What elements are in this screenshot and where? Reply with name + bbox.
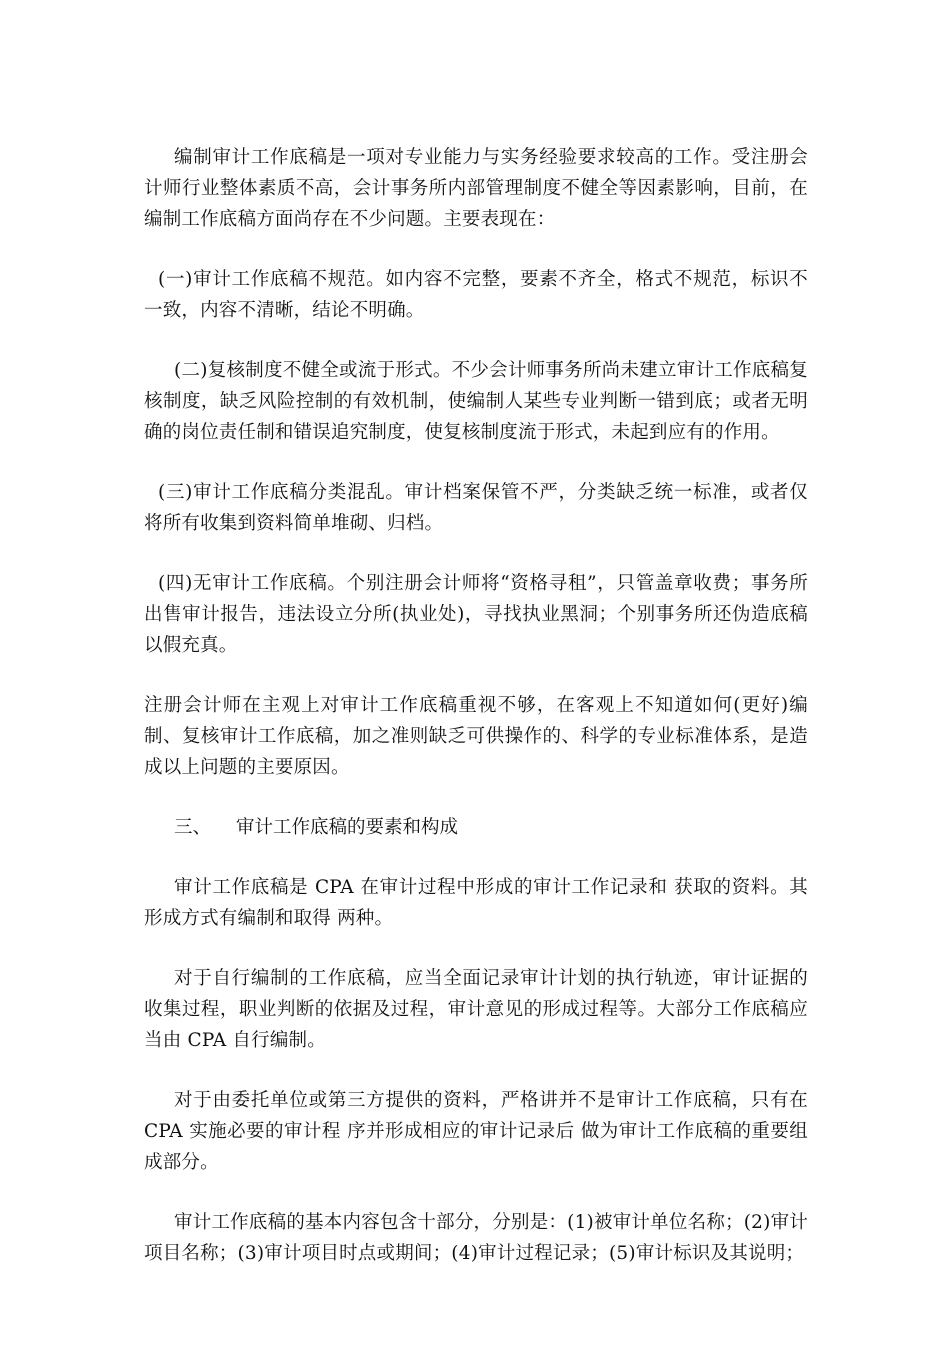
problem-4-paragraph: (四)无审计工作底稿。个别注册会计师将“资格寻租”，只管盖章收费；事务所出售审计报告，违法设立分所(执业处)，寻找执业黑洞；个别事务所还伪造底稿以假充真。 — [144, 573, 808, 656]
third-party-paragraph: 对于由委托单位或第三方提供的资料，严格讲并不是审计工作底稿，只有在 CPA 实施必要的审计程 序并形成相应的审计记录后 做为审计工作底稿的重要组成部分。 — [144, 1090, 808, 1173]
intro-paragraph: 编制审计工作底稿是一项对专业能力与实务经验要求较高的工作。受注册会计师行业整体素质不高，会计事务所内部管理制度不健全等因素影响，目前，在编制工作底稿方面尚存在不少问题。主要表现在： — [144, 147, 808, 230]
self-prepared-paragraph: 对于自行编制的工作底稿，应当全面记录审计计划的执行轨迹，审计证据的收集过程，职业判断的依据及过程，审计意见的形成过程等。大部分工作底稿应当由 CPA 自行编制。 — [144, 968, 808, 1051]
section-number: 三、 — [174, 817, 212, 838]
cause-paragraph: 注册会计师在主观上对审计工作底稿重视不够，在客观上不知道如何(更好)编制、复核审计工作底稿，加之准则缺乏可供操作的、科学的专业标准体系，是造成以上问题的主要原因。 — [144, 695, 808, 778]
problem-2-paragraph: (二)复核制度不健全或流于形式。不少会计师事务所尚未建立审计工作底稿复核制度，缺乏风险控制的有效机制，使编制人某些专业判断一错到底；或者无明确的岗位责任制和错误追究制度，使复核制度流于形式，未起到应有的作用。 — [144, 360, 808, 443]
problem-1-paragraph: (一)审计工作底稿不规范。如内容不完整，要素不齐全，格式不规范，标识不一致，内容不清晰，结论不明确。 — [144, 269, 808, 321]
definition-paragraph: 审计工作底稿是 CPA 在审计过程中形成的审计工作记录和 获取的资料。其形成方式有编制和取得 两种。 — [144, 877, 808, 929]
problem-3-paragraph: (三)审计工作底稿分类混乱。审计档案保管不严，分类缺乏统一标准，或者仅将所有收集到资料简单堆砌、归档。 — [144, 482, 808, 534]
document-body — [144, 142, 808, 1298]
section-heading — [144, 812, 808, 843]
section-title: 审计工作底稿的要素和构成 — [236, 817, 459, 838]
contents-paragraph: 审计工作底稿的基本内容包含十部分，分别是：(1)被审计单位名称；(2)审计项目名称；(3)审计项目时点或期间；(4)审计过程记录；(5)审计标识及其说明； — [144, 1212, 808, 1264]
